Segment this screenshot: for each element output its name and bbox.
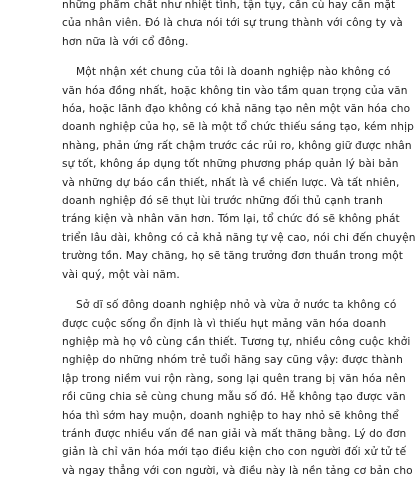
text-line: hơn nữa là với cổ đông.	[62, 35, 189, 48]
text-line: những phẩm chất như nhiệt tình, tận tụy, cần cù hay cần mặt	[62, 0, 396, 11]
paragraph-2	[62, 63, 416, 284]
text-line: sự tốt, không áp dụng tốt những phương pháp quản lý bài bản	[62, 158, 399, 171]
text-line: vài quý, một vài năm.	[62, 268, 180, 281]
text-line: tránh được nhiều vấn đề nan giải và mất thăng bằng. Lý do đơn	[62, 427, 407, 440]
text-line: doanh nghiệp của họ, sẽ là một tổ chức thiếu sáng tạo, kém nhịp	[62, 121, 414, 134]
text-line: nhàng, phản ứng rất chậm trước các rủi ro, không giữ được nhân	[62, 139, 412, 152]
text-line: nghiệp mà họ vô cùng cần thiết. Tương tự, nhiều công cuộc khởi	[62, 335, 411, 348]
text-line: triển lâu dài, không có cả khả năng tự vệ cao, nói chi đến chuyện	[62, 231, 416, 244]
text-line: rồi cũng chia sẻ cùng chung mẫu số đó. Hễ không tạo được văn	[62, 391, 406, 404]
text-line: và ngay thẳng với con người, và điều này là nền tảng cơ bản cho	[62, 464, 413, 477]
text-line: hóa, hoặc lãnh đạo không có khả năng tạo nên một văn hóa cho	[62, 103, 411, 116]
text-line: nghiệp do những nhóm trẻ tuổi hăng say cũng vậy: được thành	[62, 354, 403, 367]
text-line: văn hóa đồng nhất, hoặc không tin vào tầm quan trọng của văn	[62, 84, 408, 97]
text-line: Sở dĩ số đông doanh nghiệp nhỏ và vừa ở nước ta không có	[76, 299, 397, 312]
text-line: hóa thì sớm hay muộn, doanh nghiệp to hay nhỏ sẽ không thể	[62, 409, 399, 422]
text-line: của nhân viên. Đó là chưa nói tới sự trung thành với công ty và	[62, 17, 403, 30]
text-line: và những dự báo cần thiết, nhất là về chiến lược. Và tất nhiên,	[62, 176, 400, 189]
text-line: tráng kiện và nhân văn hơn. Tóm lại, tổ chức đó sẽ không phát	[62, 213, 400, 226]
text-line: giản là chỉ văn hóa mới tạo điều kiện cho con người đối xử tử tế	[62, 446, 407, 459]
text-line: được cuộc sống ổn định là vì thiếu hụt mảng văn hóa doanh	[62, 317, 387, 330]
paragraph-3	[62, 296, 413, 480]
body-text	[62, 0, 416, 480]
text-line: Một nhận xét chung của tôi là doanh nghiệp nào không có	[76, 66, 391, 79]
paragraph-gap	[62, 284, 354, 296]
paragraph-1	[62, 0, 403, 51]
text-line: lập trong niềm vui rộn ràng, song lại quên trang bị văn hóa nên	[62, 372, 406, 385]
text-line: doanh nghiệp đó sẽ thụt lùi trước những đối thủ cạnh tranh	[62, 195, 383, 208]
paragraph-gap	[62, 51, 354, 63]
text-line: trường tồn. May chăng, họ sẽ tăng trưởng đơn thuần trong một	[62, 250, 403, 263]
